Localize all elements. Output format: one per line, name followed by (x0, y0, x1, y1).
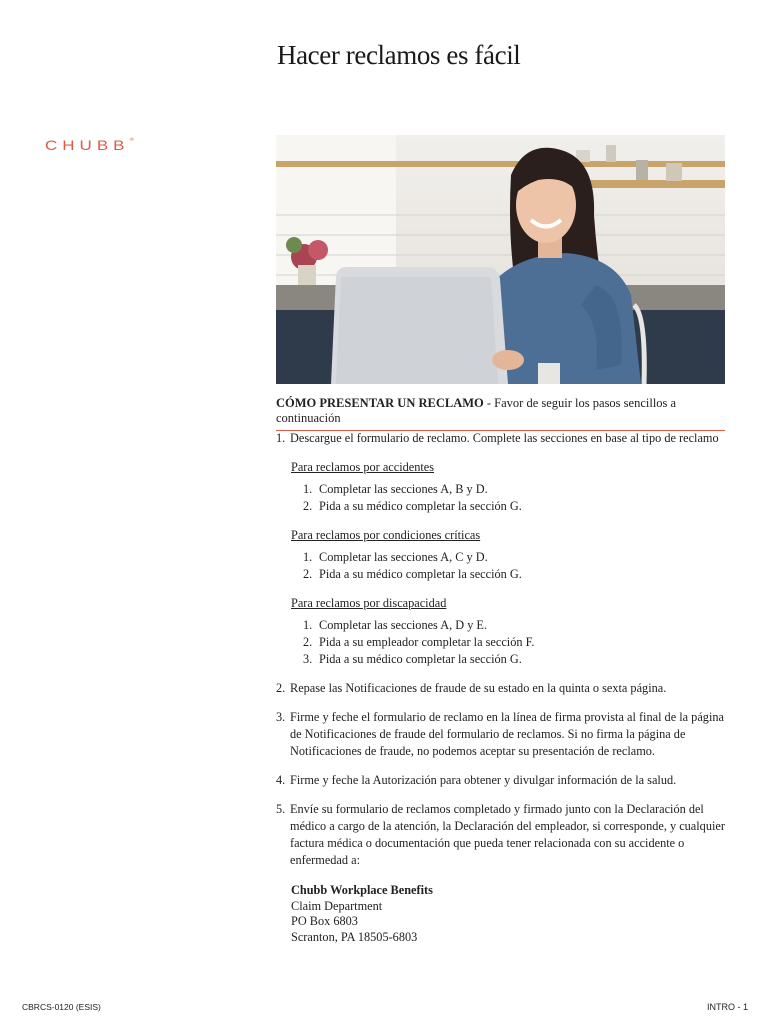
list-item (303, 566, 725, 583)
step-text: Descargue el formulario de reclamo. Complete las secciones en base al tipo de reclamo (290, 431, 719, 445)
step-text: Firme y feche el formulario de reclamo en la línea de firma provista al final de la página de Notificaciones de fraude del formulario de reclamos. Si no firma la página de Notificaciones de fraude, no podemos aceptar su presentación de reclamo. (290, 710, 724, 758)
item-text: Pida a su empleador completar la sección F. (319, 635, 535, 649)
step-3 (276, 709, 725, 760)
step-number: 1. (276, 431, 286, 445)
list-item (303, 549, 725, 566)
item-number: 1. (303, 482, 313, 496)
accident-claims-list (303, 481, 725, 515)
address-line: PO Box 6803 (291, 914, 358, 928)
form-code: CBRCS-0120 (ESIS) (22, 1002, 101, 1012)
accident-claims-heading: Para reclamos por accidentes (291, 460, 435, 474)
mailing-address (291, 883, 725, 945)
item-text: Completar las secciones A, D y E. (319, 618, 488, 632)
step-number: 2. (276, 681, 286, 695)
disability-claims-list (303, 617, 725, 668)
address-line: Claim Department (291, 898, 383, 913)
step-number: 5. (276, 802, 286, 816)
woman-laptop-photo (276, 135, 725, 384)
page-title: Hacer reclamos es fácil (277, 40, 521, 70)
list-item (303, 498, 725, 515)
step-5 (276, 801, 725, 869)
list-item (303, 634, 725, 651)
disability-claims-heading: Para reclamos por discapacidad (291, 596, 447, 610)
item-text: Pida a su médico completar la sección G. (319, 567, 522, 581)
step-number: 4. (276, 773, 286, 787)
how-to-claim-heading (276, 396, 725, 431)
step-4 (276, 772, 725, 789)
how-to-claim-subtitle: - Favor de seguir los pasos sencillos a continuación (276, 396, 677, 425)
item-text: Pida a su médico completar la sección G. (319, 499, 522, 513)
address-company: Chubb Workplace Benefits (291, 883, 433, 897)
item-number: 3. (303, 652, 313, 666)
list-item (303, 481, 725, 498)
step-number: 3. (276, 710, 286, 724)
step-text: Firme y feche la Autorización para obtener y divulgar información de la salud. (290, 773, 677, 787)
logo-text: CHUBB (45, 138, 130, 154)
item-text: Pida a su médico completar la sección G. (319, 652, 522, 666)
item-text: Completar las secciones A, C y D. (319, 550, 488, 564)
critical-conditions-heading: Para reclamos por condiciones críticas (291, 528, 481, 542)
step-1 (276, 430, 725, 447)
claim-steps (276, 430, 725, 945)
step-text: Repase las Notificaciones de fraude de su estado en la quinta o sexta página. (290, 681, 667, 695)
step-text: Envíe su formulario de reclamos completado y firmado junto con la Declaración del médico a cargo de la atención, la Declaración del empleador, si corresponde, y cualquier factura médica o documentación que pueda tener relacionada con su accidente o enfermedad a: (290, 802, 725, 867)
page-number: INTRO - 1 (706, 1002, 748, 1012)
list-item (303, 617, 725, 634)
step-2 (276, 680, 725, 697)
item-number: 1. (303, 618, 313, 632)
list-item (303, 651, 725, 668)
registered-mark: ® (129, 138, 134, 143)
item-number: 2. (303, 635, 313, 649)
critical-conditions-list (303, 549, 725, 583)
item-text: Completar las secciones A, B y D. (319, 482, 488, 496)
how-to-claim-title: CÓMO PRESENTAR UN RECLAMO (276, 396, 484, 410)
item-number: 1. (303, 550, 313, 564)
item-number: 2. (303, 567, 313, 581)
chubb-logo (45, 138, 134, 154)
address-line: Scranton, PA 18505-6803 (291, 929, 418, 944)
item-number: 2. (303, 499, 313, 513)
